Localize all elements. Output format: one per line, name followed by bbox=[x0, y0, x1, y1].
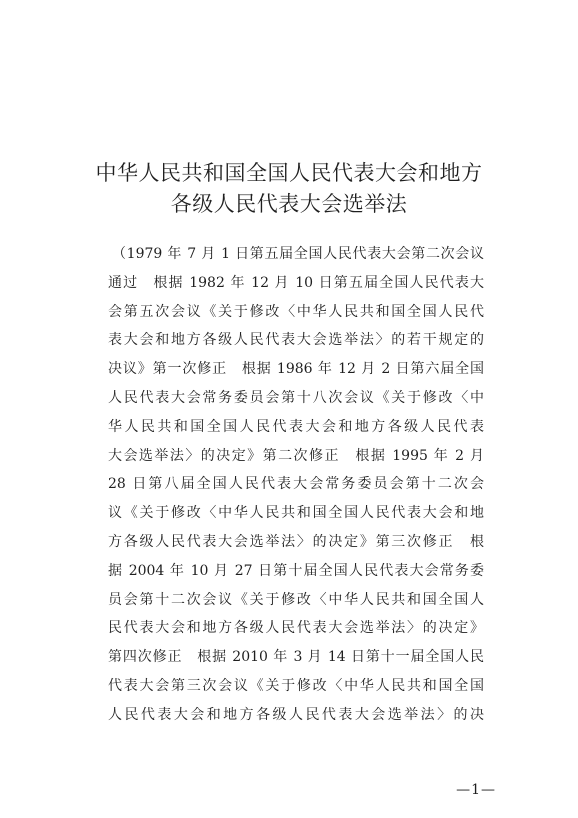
body-line: （1979 年 7 月 1 日第五届全国人民代表大会第二次会议 bbox=[112, 246, 484, 262]
document-title bbox=[0, 158, 578, 220]
body-line: 据 2004 年 10 月 27 日第十届全国人民代表大会常务委 bbox=[108, 562, 484, 579]
body-line: 华人民共和国全国人民代表大会和地方各级人民代表 bbox=[108, 418, 484, 435]
body-line: 大会选举法〉的决定》第二次修正 根据 1995 年 2 月 bbox=[108, 447, 484, 464]
body-line: 代表大会第三次会议《关于修改〈中华人民共和国全国 bbox=[108, 677, 484, 694]
body-line: 通过 根据 1982 年 12 月 10 日第五届全国人民代表大 bbox=[108, 274, 484, 291]
document-body bbox=[108, 240, 484, 730]
body-line: 人民代表大会常务委员会第十八次会议《关于修改〈中 bbox=[108, 389, 484, 406]
body-line: 第四次修正 根据 2010 年 3 月 14 日第十一届全国人民 bbox=[108, 649, 484, 666]
body-line: 民代表大会和地方各级人民代表大会选举法〉的决定》 bbox=[108, 620, 484, 637]
body-line: 人民代表大会和地方各级人民代表大会选举法〉的决 bbox=[108, 706, 484, 723]
body-line: 会第五次会议《关于修改〈中华人民共和国全国人民代 bbox=[108, 303, 484, 320]
body-line: 28 日第八届全国人民代表大会常务委员会第十二次会 bbox=[108, 476, 484, 493]
body-line: 决议》第一次修正 根据 1986 年 12 月 2 日第六届全国 bbox=[108, 361, 484, 378]
body-line: 方各级人民代表大会选举法〉的决定》第三次修正 根 bbox=[108, 533, 484, 550]
body-line: 表大会和地方各级人民代表大会选举法〉的若干规定的 bbox=[108, 332, 484, 349]
body-line: 议《关于修改〈中华人民共和国全国人民代表大会和地 bbox=[108, 505, 484, 522]
title-line: 各级人民代表大会选举法 bbox=[170, 192, 408, 216]
page-number: —1— bbox=[456, 782, 496, 798]
title-line: 中华人民共和国全国人民代表大会和地方 bbox=[95, 161, 483, 185]
body-line: 员会第十二次会议《关于修改〈中华人民共和国全国人 bbox=[108, 591, 484, 608]
